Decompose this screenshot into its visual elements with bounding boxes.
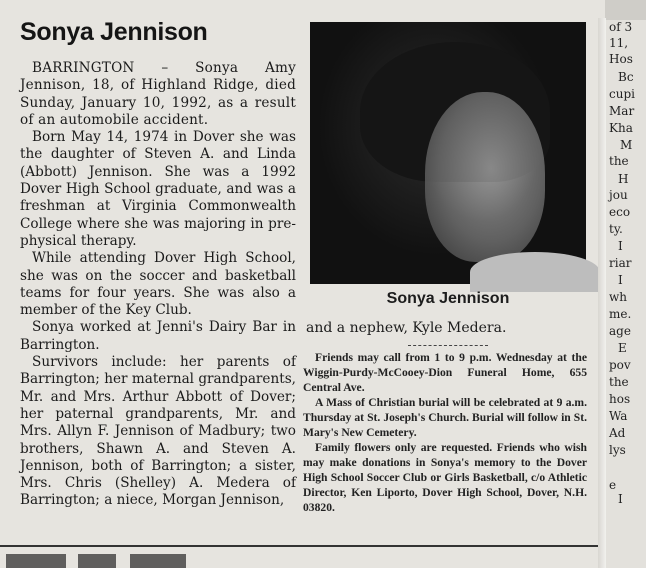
adjacent-fragment: wh bbox=[609, 290, 627, 304]
paper-edge bbox=[598, 18, 606, 568]
obituary-headline: Sonya Jennison bbox=[20, 18, 208, 46]
adjacent-fragment: I bbox=[618, 492, 623, 506]
adjacent-fragment: Ad bbox=[609, 426, 626, 440]
obituary-body-left bbox=[20, 60, 296, 510]
adjacent-fragment: the bbox=[609, 375, 629, 389]
adjacent-fragment: e bbox=[609, 478, 617, 492]
adjacent-fragment: Hos bbox=[609, 52, 633, 66]
portrait-photo bbox=[310, 22, 586, 284]
adjacent-fragment: 11, bbox=[609, 36, 629, 50]
bottom-rule bbox=[0, 545, 605, 547]
adjacent-fragment: riar bbox=[609, 256, 632, 270]
service-paragraph: Family flowers only are requested. Friends who wish may make donations in Sonya's memory to the Dover High School Soccer Club or Girls Basketball, c/o Athletic Director, Ken Liporto, Dover High School, Dover, N.H. 03820. bbox=[303, 441, 587, 514]
adjacent-fragment: Kha bbox=[609, 121, 633, 135]
obituary-paragraph: BARRINGTON – Sonya Amy Jennison, 18, of Highland Ridge, died Sunday, January 10, 1992, as a result of an automobile accident. bbox=[20, 60, 296, 128]
obituary-paragraph: Sonya worked at Jenni's Dairy Bar in Barrington. bbox=[20, 319, 296, 353]
photo-shoulder-shape bbox=[470, 252, 600, 292]
obituary-continuation: and a nephew, Kyle Medera. bbox=[306, 320, 507, 336]
section-divider bbox=[408, 345, 488, 346]
adjacent-fragment: I bbox=[618, 239, 623, 253]
cut-off-text-strip bbox=[6, 554, 596, 568]
adjacent-fragment: Mar bbox=[609, 104, 635, 118]
adjacent-fragment: hos bbox=[609, 392, 631, 406]
adjacent-fragment: of 3 bbox=[609, 20, 633, 34]
service-paragraph: A Mass of Christian burial will be celebrated at 9 a.m. Thursday at St. Joseph's Church. Burial will follow in St. Mary's New Cemetery. bbox=[303, 396, 587, 439]
adjacent-fragment: me. bbox=[609, 307, 632, 321]
photo-face-shape bbox=[425, 92, 545, 262]
adjacent-fragment: lys bbox=[609, 443, 626, 457]
adjacent-fragment: Wa bbox=[609, 409, 628, 423]
adjacent-fragment: age bbox=[609, 324, 631, 338]
obituary-paragraph: Born May 14, 1974 in Dover she was the daughter of Steven A. and Linda (Abbott) Jennison. She was a 1992 Dover High School graduate, and was a freshman at Virginia Commonwealth College where she was majoring in pre-physical therapy. bbox=[20, 129, 296, 249]
adjacent-fragment: jou bbox=[609, 188, 628, 202]
adjacent-article-column bbox=[606, 20, 646, 568]
adjacent-fragment: ty. bbox=[609, 222, 623, 236]
adjacent-fragment: Bc bbox=[618, 70, 634, 84]
adjacent-fragment: E bbox=[618, 341, 627, 355]
adjacent-fragment: cupi bbox=[609, 87, 635, 101]
obituary-paragraph: Survivors include: her parents of Barrington; her maternal grandparents, Mr. and Mrs. Arthur Abbott of Dover; her paternal grandparents, Mr. and Mrs. Allyn F. Jennison of Madbury; two brothers, Shawn A. and Steven A. Jennison, both of Barrington; a sister, Mrs. Chris (Shelley) A. Medera of Barrington; a niece, Morgan Jennison, bbox=[20, 354, 296, 509]
adjacent-fragment: H bbox=[618, 172, 629, 186]
service-paragraph: Friends may call from 1 to 9 p.m. Wednesday at the Wiggin-Purdy-McCooey-Dion Funeral Home, 655 Central Ave. bbox=[303, 351, 587, 394]
service-details bbox=[303, 350, 587, 515]
photo-caption: Sonya Jennison bbox=[386, 290, 510, 307]
adjacent-fragment: M bbox=[620, 138, 633, 152]
adjacent-fragment: I bbox=[618, 273, 623, 287]
adjacent-fragment: pov bbox=[609, 358, 631, 372]
adjacent-fragment: the bbox=[609, 154, 629, 168]
obituary-paragraph: While attending Dover High School, she was on the soccer and basketball teams for four years. She was also a member of the Key Club. bbox=[20, 250, 296, 319]
adjacent-fragment: eco bbox=[609, 205, 631, 219]
